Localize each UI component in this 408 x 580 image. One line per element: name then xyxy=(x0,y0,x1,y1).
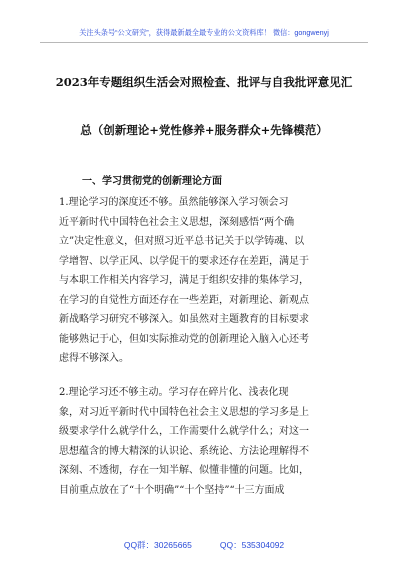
paragraph-1 xyxy=(59,193,353,369)
paragraph-line: 象，对习近平新时代中国特色社会主义思想的学习多是上 xyxy=(59,406,309,418)
paragraph-line: 近平新时代中国特色社会主义思想，深刻感悟“两个确 xyxy=(59,216,295,228)
paragraph-line: 新战略学习研究不够深入。如虽然对主题教育的目标要求 xyxy=(59,314,309,325)
paragraph-line: 学增智、以学正风、以学促干的要求还存在差距，满足于 xyxy=(59,255,309,267)
paragraph-2 xyxy=(59,383,353,500)
paragraph-line: 能够熟记于心，但如实际推动党的创新理论入脑入心还考 xyxy=(59,333,309,345)
document-title-line-2: 总（创新理论+党性修养+服务群众+先锋模范） xyxy=(80,123,328,137)
paragraph-line: 立”决定性意义，但对照习近平总书记关于以学铸魂、以 xyxy=(59,236,305,247)
document-title-line-1: 2023年专题组织生活会对照检查、批评与自我批评意见汇 xyxy=(55,75,353,89)
header-promo-note: 关注头条号“公文研究”，获得最新最全最专业的公文资料库！ 微信：gongwenyj xyxy=(79,28,329,37)
paragraph-line: 在学习的自觉性方面还存在一些差距，对新理论、新观点 xyxy=(59,294,309,306)
footer-qq-group: QQ群：30265665 xyxy=(123,540,192,550)
paragraph-line: 目前重点放在了“十个明确”“十个坚持”“十三方面成 xyxy=(59,484,285,496)
header-divider xyxy=(40,42,368,43)
footer-contacts xyxy=(0,539,408,551)
section-heading: 一、学习贯彻党的创新理论方面 xyxy=(82,176,222,187)
paragraph-line: 与本职工作相关内容学习，满足于组织安排的集体学习， xyxy=(59,275,309,286)
paragraph-line: 1.理论学习的深度还不够。虽然能够深入学习领会习 xyxy=(59,197,289,208)
paragraph-line: 深刻、不透彻，存在一知半解、似懂非懂的问题。比如， xyxy=(59,465,309,476)
paragraph-line: 2.理论学习还不够主动。学习存在碎片化、浅表化现 xyxy=(59,387,289,398)
paragraph-line: 虑得不够深入。 xyxy=(59,353,129,364)
footer-qq: QQ：535304092 xyxy=(219,540,285,550)
paragraph-line: 级要求学什么就学什么，工作需要什么就学什么；对这一 xyxy=(59,426,309,437)
paragraph-line: 思想蕴含的博大精深的认识论、系统论、方法论理解得不 xyxy=(59,445,309,457)
